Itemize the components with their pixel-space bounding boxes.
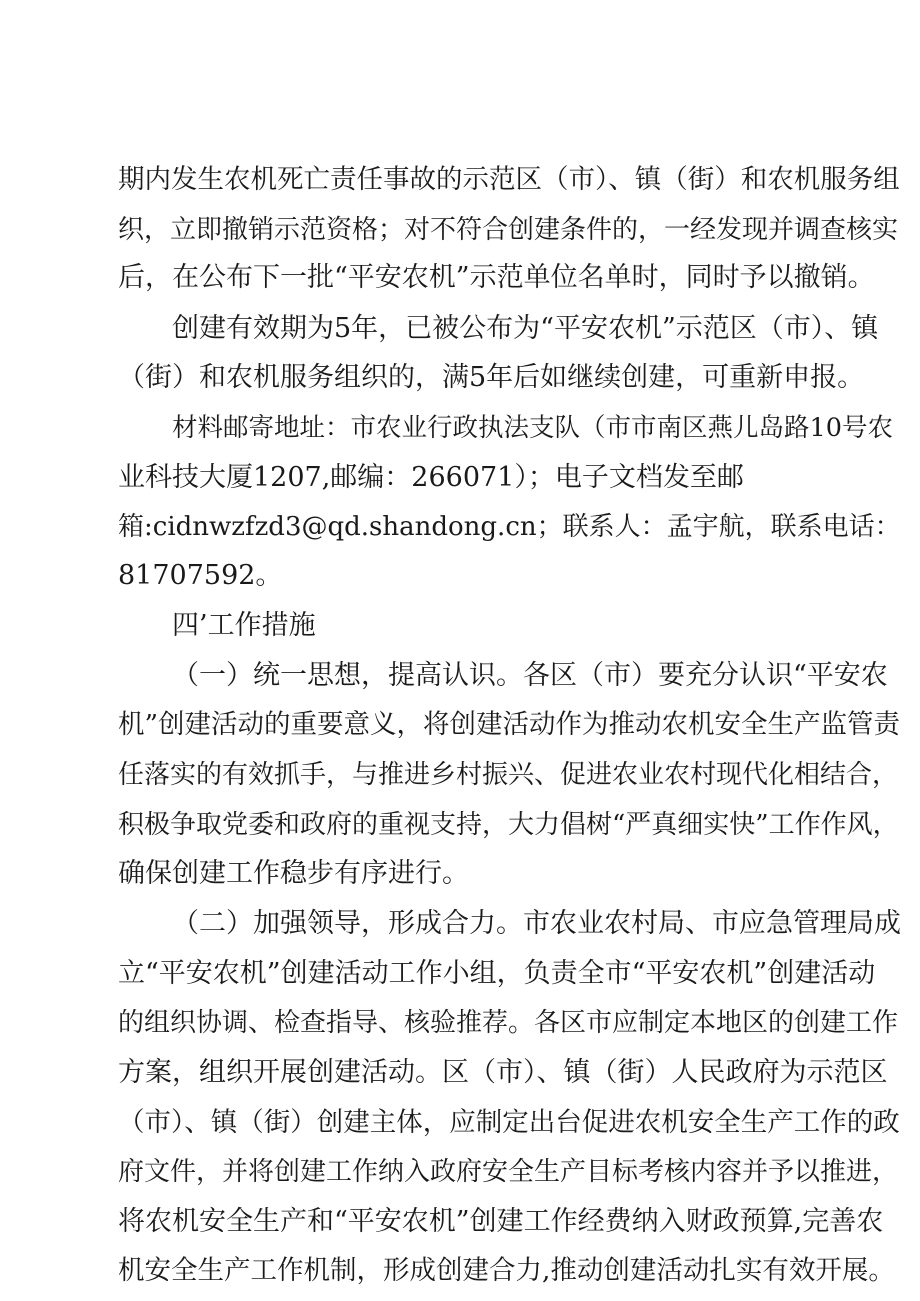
text-line-1: 期内发生农机死亡责任事故的示范区（市）、镇（街）和农机服务组 bbox=[118, 164, 900, 195]
text-line-14: 积极争取党委和政府的重视支持，大力倡树“严真细实快”工作作风， bbox=[118, 810, 899, 840]
text-line-6: 材料邮寄地址：市农业行政执法支队（市市南区燕儿岛路10号农 bbox=[172, 413, 893, 443]
text-line-22: 将农机安全生产和“平安农机”创建工作经费纳入财政预算,完善农 bbox=[118, 1206, 884, 1237]
text-line-20: （市）、镇（街）创建主体，应制定出台促进农机安全生产工作的政 bbox=[118, 1107, 900, 1138]
text-line-12: 机”创建活动的重要意义，将创建活动作为推动农机安全生产监管责 bbox=[118, 709, 901, 740]
text-line-7: 业科技大厦1207,邮编：266071）；电子文档发至邮 bbox=[118, 462, 744, 493]
section-heading: 四’工作措施 bbox=[172, 610, 316, 641]
text-line-15: 确保创建工作稳步有序进行。 bbox=[118, 858, 469, 889]
text-line-16: （二）加强领导，形成合力。市农业农村局、市应急管理局成 bbox=[172, 908, 901, 939]
text-line-2: 织，立即撤销示范资格；对不符合创建条件的，一经发现并调查核实 bbox=[118, 215, 899, 245]
text-line-8: 箱:cidnwzfzd3@qd.shandong.cn；联系人：孟宇航，联系电话： bbox=[118, 512, 901, 542]
text-line-18: 的组织协调、检查指导、核验推荐。各区市应制定本地区的创建工作 bbox=[118, 1008, 899, 1038]
text-line-4: 创建有效期为5年，已被公布为“平安农机”示范区（市）、镇 bbox=[172, 313, 879, 344]
text-line-9: 81707592。 bbox=[118, 560, 283, 591]
text-line-5: （街）和农机服务组织的，满5年后如继续创建，可重新申报。 bbox=[118, 362, 865, 393]
text-line-21: 府文件，并将创建工作纳入政府安全生产目标考核内容并予以推进， bbox=[118, 1157, 899, 1187]
text-line-23: 机安全生产工作机制，形成创建合力,推动创建活动扎实有效开展。 bbox=[118, 1255, 895, 1286]
text-line-3: 后，在公布下一批“平安农机”示范单位名单时，同时予以撤销。 bbox=[118, 262, 875, 293]
text-line-13: 任落实的有效抓手，与推进乡村振兴、促进农业农村现代化相结合， bbox=[118, 760, 899, 790]
text-line-11: （一）统一思想，提高认识。各区（市）要充分认识“平安农 bbox=[172, 660, 888, 691]
text-line-19: 方案，组织开展创建活动。区（市）、镇（街）人民政府为示范区 bbox=[118, 1057, 888, 1088]
text-line-17: 立“平安农机”创建活动工作小组，负责全市“平安农机”创建活动 bbox=[118, 958, 876, 989]
